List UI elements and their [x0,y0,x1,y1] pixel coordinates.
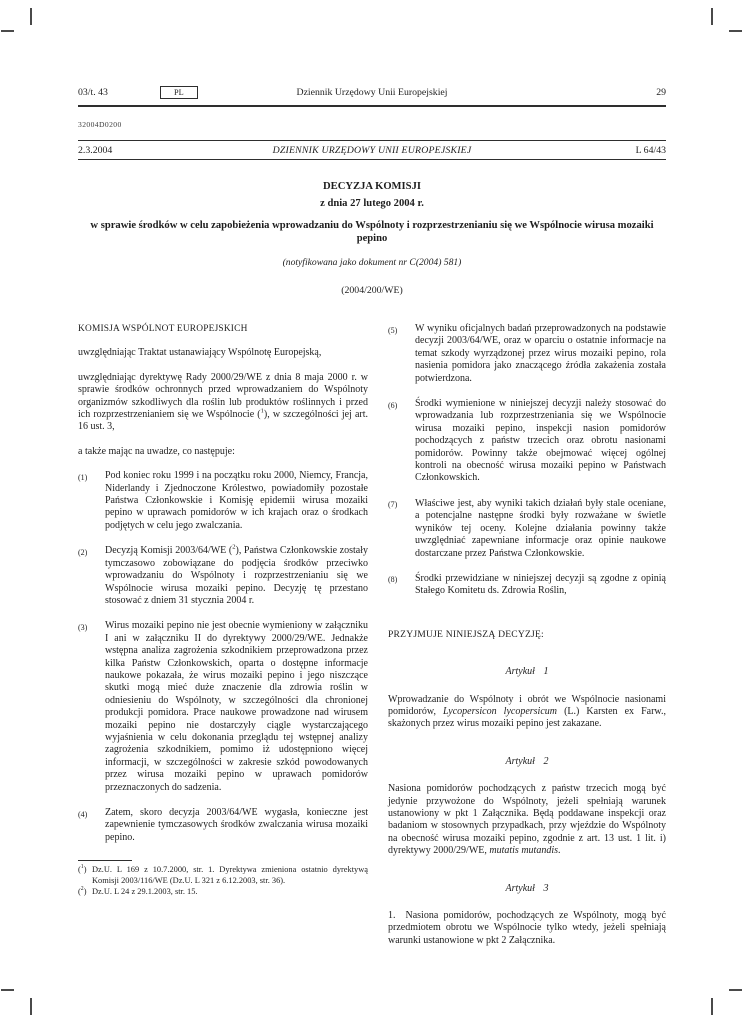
recital-1 [78,470,368,532]
recital-number: (7) [388,500,398,510]
recital-number: (3) [78,622,88,632]
decision-number: (2004/200/WE) [341,285,403,296]
article-heading: Artykuł 2 [505,755,549,767]
edition-number: 03/t. 43 [78,87,108,98]
article-3 [388,883,666,948]
issue-date: 2.3.2004 [78,144,113,156]
enacting-formula: PRZYJMUJE NINIEJSZĄ DECYZJĘ: [388,628,544,640]
article-text: Wprowadzanie do Wspólnoty i obrót we Wspólnocie nasionami pomidorów, Lycopersicon lycopersicum (L.) Karsten ex Farw., skażonych przez wirus mozaiki pepino jest zakazane. [388,693,666,730]
celex-code: 32004D0200 [78,120,122,129]
recital-text: Środki przewidziane w niniejszej decyzji są zgodne z opinią Stałego Komitetu ds. Zdrowia Roślin, [415,572,666,597]
citation-treaty: uwzględniając Traktat ustanawiający Wspólnotę Europejską, [78,347,322,359]
issue-header [78,140,666,160]
article-heading: Artykuł 3 [505,882,549,894]
article-text: Nasiona pomidorów pochodzących z państw trzecich mogą być jedynie przywożone do Wspólnoty, jeżeli spełniają warunek ustanowiony w pkt 1 Załącznika. Będą poddawane inspekcji oraz badaniom w stosownych przypadkach, przy wjeździe do Wspólnoty na obecność wirusa mozaiki pepino, zgodnie z art. 13 ust. 1 lit. i) dyrektywy 2000/29/WE, mutatis mutandis. [388,783,666,857]
left-column [78,323,368,947]
crop-mark [1,30,14,32]
crop-mark [30,998,32,1015]
article-1 [388,666,666,731]
recital-number: (1) [78,472,88,482]
footnote-text: Dz.U. L 169 z 10.7.2000, str. 1. Dyrektywa zmieniona ostatnio dyrektywą Komisji 2003/116/WE (Dz.U. L 321 z 6.12.2003, str. 36). [92,865,368,886]
recital-number: (5) [388,325,398,335]
decision-date: z dnia 27 lutego 2004 r. [320,198,424,209]
recital-text: W wyniku oficjalnych badań przeprowadzonych na podstawie decyzji 2003/64/WE, oraz w oparciu o ostatnie informacje na temat szkody wyrządzonej przez wirus mozaiki pepino, rola nasienia pomidora jako znaczącego źródła zakażenia została potwierdzona. [415,323,666,384]
recital-number: (6) [388,400,398,410]
crop-mark [729,30,742,32]
recital-7 [388,498,666,560]
recital-4 [78,807,368,844]
recital-number: (2) [78,547,88,557]
body-columns [78,323,666,947]
issue-journal-title: DZIENNIK URZĘDOWY UNII EUROPEJSKIEJ [272,144,472,156]
recital-text: Wirus mozaiki pepino nie jest obecnie wymieniony w załączniku I ani w załączniku II do dyrektywy 2000/29/WE. Jednakże wstępna analiza zagrożenia szkodnikiem przeprowadzona przez kilka Państw Członkowskich, oparta o dostępne informacje naukowe pokazała, że wirus mozaiki pepino i jego niszczące skutki mogą mieć duże znaczenie dla zdrowia roślin w odniesieniu do Wspólnoty, w szczególności dla chronionej produkcji pomidora. Prace naukowe prowadzone nad wirusem mozaiki pepino nie dostarczyły ciągle wystarczającego wyjaśnienia w celu dokonania przeglądu tej wstępnej analizy zagrożenia szkodnikiem, pomimo iż udostępniono więcej informacji, w szczególności w zakresie szkód powodowanych przez wirusa mozaiki pepino w uprawach pomidorów przeznaczonych do sadzenia. [105,620,368,793]
crop-mark [729,989,742,991]
article-2 [388,756,666,858]
preamble-actor: KOMISJA WSPÓLNOT EUROPEJSKICH [78,324,248,334]
page-number: 29 [656,87,666,98]
article-text: 1. Nasiona pomidorów, pochodzących ze Wspólnoty, mogą być przedmiotem obrotu we Wspólnocie tylko wtedy, jeżeli spełniają warunki ustanowione w pkt 2 Załącznika. [388,910,666,946]
journal-title: Dziennik Urzędowy Unii Europejskiej [296,87,448,98]
crop-mark [711,8,713,25]
recital-number: (4) [78,809,88,819]
recital-number: (8) [388,575,398,585]
footnote-text: Dz.U. L 24 z 29.1.2003, str. 15. [92,887,198,897]
recital-5 [388,323,666,385]
recital-2 [78,545,368,607]
article-heading: Artykuł 1 [505,666,549,678]
decision-subject: w sprawie środków w celu zapobieżenia wprowadzaniu do Wspólnoty i rozprzestrzenianiu się we Wspólnocie wirusa mozaiki pepino [90,220,654,244]
footnote-marker: ($^2$) [78,886,87,897]
decision-notification: (notyfikowana jako dokument nr C(2004) 581) [282,257,462,268]
recital-text: Środki wymienione w niniejszej decyzji należy stosować do wprowadzania lub rozprzestrzeniania się we Wspólnocie wirusa mozaiki pepino, inspekcji nasion pomidorów pochodzących z państw trzecich oraz obrotu nasionami pomidorów. Powinny także obejmować więcej ogólnej kontroli na obecność wirusa mozaiki pepino w Państwach Członkowskich. [415,398,666,484]
recital-6 [388,398,666,485]
footnote-2 [78,887,368,898]
recital-3 [78,620,368,794]
crop-mark [711,998,713,1015]
issue-reference: L 64/43 [635,144,666,156]
recital-8 [388,573,666,598]
footnote-marker: ($^1$) [78,864,87,875]
footnote-separator [78,860,132,861]
citation-directive: uwzględniając dyrektywę Rady 2000/29/WE z dnia 8 maja 2000 r. w sprawie środków ochronnych przed wprowadzaniem do Wspólnoty organizmów szkodliwych dla roślin lub produktów roślinnych i przed ich rozprzestrzenianiem się we Wspólnocie ($^1$), w szczególności jej art. 16 ust. 3, [78,371,368,433]
recital-text: Pod koniec roku 1999 i na początku roku 2000, Niemcy, Francja, Niderlandy i Zjednoczone Królestwo, powiadomiły pozostałe Państwa Członkowskie i Komisję epidemii wirusa mozaiki pepino w uprawach pomidorów w ich krajach oraz o środkach podjętych w celu jego zwalczania. [105,470,368,531]
citation-whereas: a także mając na uwadze, co następuje: [78,445,235,457]
right-column [388,323,666,947]
crop-mark [30,8,32,25]
page-content [78,86,666,947]
journal-header [78,86,666,107]
recital-text: Zatem, skoro decyzja 2003/64/WE wygasła, konieczne jest zapewnienie tymczasowych środków zwalczania wirusa mozaiki pepino. [105,807,368,843]
crop-mark [1,989,14,991]
language-badge: PL [160,86,198,99]
decision-title-block [78,181,666,296]
recital-text: Właściwe jest, aby wyniki takich działań były stale oceniane, a potencjalne następne środki były rozważane w świetle wyników tej oceny. Kolejne działania powinny także uwzględniać zapewniane informacje oraz opinie naukowe dostarczane przez Państwa Członkowskie. [415,497,666,559]
recital-text: Decyzją Komisji 2003/64/WE ($^2$), Państwa Członkowskie zostały tymczasowo zobowiązane do podjęcia środków przeciwko wprowadzaniu do Wspólnoty i rozprzestrzenianiu się we Wspólnocie wirusa mozaiki pepino. Decyzję tę przestano stosować z dniem 31 stycznia 2004 r. [105,543,368,606]
footnote-1 [78,865,368,887]
decision-org: DECYZJA KOMISJI [322,181,421,192]
